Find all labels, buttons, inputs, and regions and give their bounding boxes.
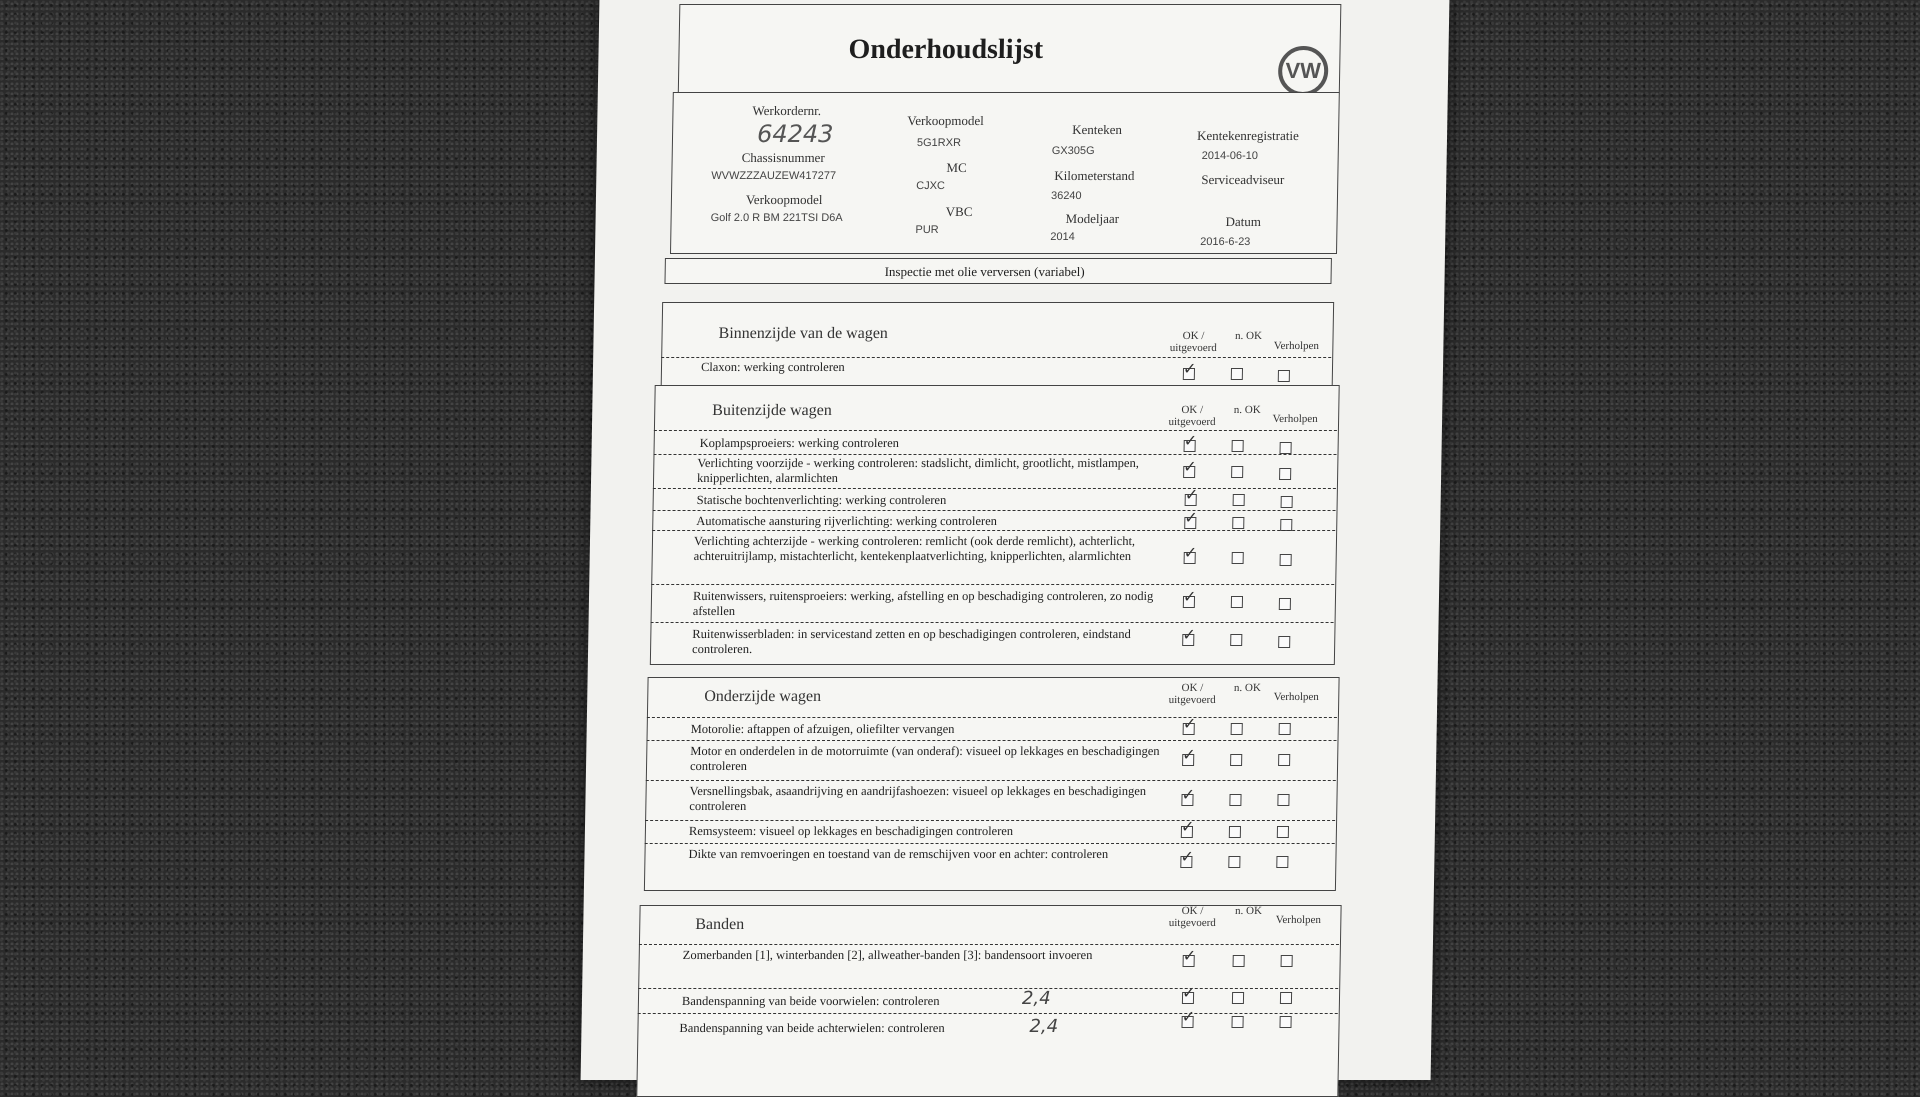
fixed-checkbox[interactable] [1279,723,1291,735]
datum-label: Datum [1225,214,1262,229]
nok-checkbox[interactable] [1231,723,1243,735]
table-row [654,430,1337,431]
checklist-item: Automatische aansturing rijverlichting: werking controleren [696,514,998,528]
verkoopmodel-label: Verkoopmodel [907,113,985,128]
nok-checkbox[interactable] [1229,826,1241,838]
col-ok-header: OK / uitgevoerd [1169,330,1217,354]
table-row [646,780,1336,781]
col-nok-header: n. OK [1234,905,1263,917]
checklist-item: Zomerbanden [1], winterbanden [2], allweather-banden [3]: bandensoort invoeren [682,948,1093,962]
checklist-item: Versnellingsbak, asaandrijving en aandrijfashoezen: visueel op lekkages en beschadigingen controleren [689,784,1147,813]
checklist-item: Ruitenwisserbladen: in servicestand zetten en op beschadigingen controleren, eindstand controleren. [691,627,1131,656]
fixed-checkbox[interactable] [1279,598,1291,610]
kilometerstand-label: Kilometerstand [1054,168,1135,183]
checklist-item: Koplampsproeiers: werking controleren [699,436,900,450]
inspection-banner: Inspectie met olie verversen (variabel) [884,264,1085,279]
check-mark-icon: ✓ [1182,627,1196,644]
vw-logo: VW [1278,46,1329,96]
check-mark-icon: ✓ [1182,716,1197,733]
mc-value: CJXC [916,180,946,192]
fixed-checkbox[interactable] [1278,754,1290,766]
section-title: Onderzijde wagen [704,688,822,705]
table-row [646,740,1336,741]
fixed-checkbox[interactable] [1279,1016,1291,1028]
col-fix-header: Verholpen [1275,914,1322,926]
check-mark-icon: ✓ [1180,849,1195,866]
chassis-label: Chassisnummer [741,150,825,165]
col-ok-header: OK / uitgevoerd [1168,404,1216,428]
check-mark-icon: ✓ [1183,433,1198,450]
checklist-item: Bandenspanning van beide voorwielen: controleren [681,994,940,1008]
chassis-value: WVWZZZAUZEW417277 [711,170,837,182]
check-mark-icon: ✓ [1183,459,1197,476]
col-fix-header: Verholpen [1272,413,1318,425]
kenteken-label: Kenteken [1072,122,1123,137]
table-row [638,1013,1338,1014]
table-row [639,944,1339,945]
col-nok-header: n. OK [1233,682,1261,694]
datum-value: 2016-6-23 [1200,236,1251,248]
section-title: Buitenzijde wagen [712,402,832,419]
table-row [647,717,1337,718]
fixed-checkbox[interactable] [1280,442,1292,454]
modeljaar-label: Modeljaar [1065,211,1120,226]
fixed-checkbox[interactable] [1279,468,1291,480]
section-title: Binnenzijde van de wagen [718,325,889,342]
handwritten-note: 2,4 [1029,1016,1059,1037]
col-ok-header: OK / uitgevoerd [1168,682,1216,706]
table-row [653,454,1336,455]
fixed-checkbox[interactable] [1280,554,1292,566]
fixed-checkbox[interactable] [1277,794,1289,806]
check-mark-icon: ✓ [1184,487,1199,504]
table-row [661,357,1331,358]
checklist-item: Dikte van remvoeringen en toestand van de remschijven voor en achter: controleren [688,847,1109,861]
checklist-item: Ruitenwissers, ruitensproeiers: werking, afstelling en op beschadiging controleren, zo nodig afstellen [692,589,1154,618]
fixed-checkbox[interactable] [1277,826,1289,838]
checklist-item: Verlichting achterzijde - werking controleren: remlicht (ook derde remlicht), achterlicht, achteruitrijlamp, mistachterlicht, kentekenplaatverlichting, knipperlichten, alarmlichten [693,534,1136,563]
check-mark-icon: ✓ [1180,819,1195,836]
table-row [645,843,1335,844]
checklist-item: Verlichting voorzijde - werking controleren: stadslicht, dimlicht, grootlicht, mistlampen, knipperlichten, alarmlichten [696,456,1140,485]
nok-checkbox[interactable] [1231,1016,1243,1028]
check-mark-icon: ✓ [1182,361,1197,378]
handwritten-note: 2,4 [1021,988,1051,1009]
fixed-checkbox[interactable] [1278,636,1290,648]
nok-checkbox[interactable] [1232,992,1244,1004]
werkordernr-value: 64243 [756,120,834,148]
fixed-checkbox[interactable] [1278,370,1290,382]
nok-checkbox[interactable] [1233,955,1245,967]
vbc-label: VBC [945,204,973,219]
check-mark-icon: ✓ [1183,545,1198,562]
fixed-checkbox[interactable] [1281,496,1293,508]
nok-checkbox[interactable] [1230,754,1242,766]
table-row [651,584,1334,585]
verkoopmodel-left-value: Golf 2.0 R BM 221TSI D6A [710,212,843,224]
verkoopmodel-left-label: Verkoopmodel [745,192,823,207]
section-title: Banden [695,916,745,933]
table-row [653,510,1336,511]
kilometerstand-value: 36240 [1050,190,1082,202]
nok-checkbox[interactable] [1232,517,1244,529]
check-mark-icon: ✓ [1181,787,1196,804]
nok-checkbox[interactable] [1228,856,1240,868]
table-row [653,488,1336,489]
check-mark-icon: ✓ [1181,1009,1196,1026]
nok-checkbox[interactable] [1232,552,1244,564]
nok-checkbox[interactable] [1229,794,1241,806]
vbc-value: PUR [915,224,939,236]
check-mark-icon: ✓ [1181,985,1196,1002]
kentekenregistratie-label: Kentekenregistratie [1196,128,1299,143]
check-mark-icon: ✓ [1182,747,1196,764]
table-row [638,988,1338,989]
nok-checkbox[interactable] [1231,596,1243,608]
mc-label: MC [946,160,967,175]
nok-checkbox[interactable] [1231,368,1243,380]
fixed-checkbox[interactable] [1276,856,1288,868]
nok-checkbox[interactable] [1230,634,1242,646]
nok-checkbox[interactable] [1232,440,1244,452]
check-mark-icon: ✓ [1182,589,1197,606]
checklist-item: Motor en onderdelen in de motorruimte (van onderaf): visueel op lekkages en beschadigingen controleren [689,744,1160,773]
col-nok-header: n. OK [1233,404,1261,416]
checklist-item: Remsysteem: visueel op lekkages en beschadigingen controleren [688,824,1014,838]
table-row [645,820,1335,821]
nok-checkbox[interactable] [1233,494,1245,506]
checklist-item: Motorolie: aftappen of afzuigen, oliefilter vervangen [690,722,955,736]
table-row [651,622,1334,623]
col-fix-header: Verholpen [1273,340,1320,352]
col-nok-header: n. OK [1235,330,1263,342]
checklist-item: Claxon: werking controleren [700,360,845,374]
verkoopmodel-value: 5G1RXR [916,137,962,149]
maintenance-sheet [581,0,1450,1080]
col-ok-header: OK / uitgevoerd [1168,905,1216,929]
fixed-checkbox[interactable] [1280,992,1292,1004]
kentekenregistratie-value: 2014-06-10 [1201,150,1259,162]
modeljaar-value: 2014 [1050,231,1075,243]
werkordernr-label: Werkordernr. [752,103,822,118]
kenteken-value: GX305G [1051,145,1095,157]
table-row [652,530,1335,531]
page-title: Onderhoudslijst [848,34,1044,65]
nok-checkbox[interactable] [1231,466,1243,478]
checklist-item: Bandenspanning van beide achterwielen: controleren [679,1021,945,1035]
check-mark-icon: ✓ [1184,510,1198,527]
fixed-checkbox[interactable] [1281,955,1293,967]
check-mark-icon: ✓ [1182,948,1197,965]
serviceadviseur-label: Serviceadviseur [1201,172,1285,187]
checklist-item: Statische bochtenverlichting: werking controleren [696,493,947,507]
col-fix-header: Verholpen [1273,691,1319,703]
